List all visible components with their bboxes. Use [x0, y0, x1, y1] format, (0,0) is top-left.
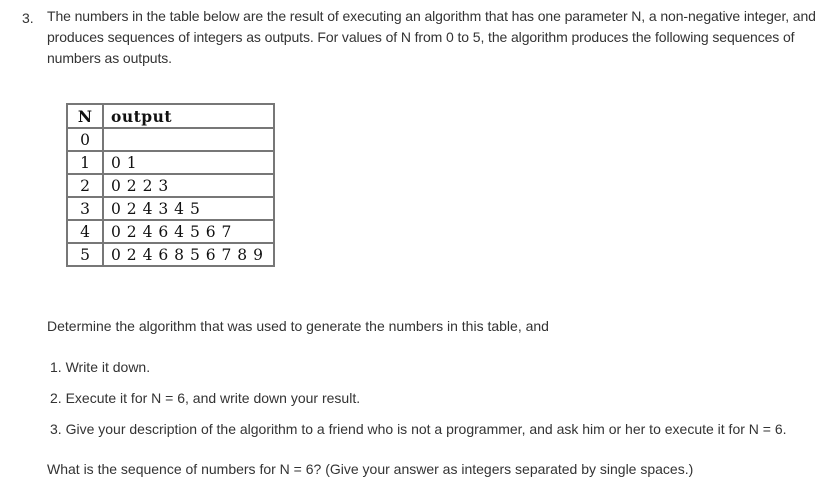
table-row [67, 243, 274, 266]
cell-output: 0 2 4 6 4 5 6 7 [103, 220, 274, 243]
final-prompt: What is the sequence of numbers for N = 6? (Give your answer as integers separated by single spaces.) [47, 461, 694, 477]
determine-instruction: Determine the algorithm that was used to generate the numbers in this table, and [47, 318, 549, 334]
cell-n: 1 [67, 151, 103, 174]
step-item: 2. Execute it for N = 6, and write down your result. [50, 390, 361, 406]
step-item: 1. Write it down. [50, 359, 151, 375]
cell-output: 0 2 4 6 8 5 6 7 8 9 [103, 243, 274, 266]
cell-n: 0 [67, 128, 103, 151]
sequence-table [66, 103, 275, 267]
header-output: output [103, 104, 274, 128]
question-intro: The numbers in the table below are the result of executing an algorithm that has one parameter N, a non-negative integer, and produces sequences of integers as outputs. For values of N from 0 to 5, the algorithm produces the following sequences of numbers as outputs. [47, 8, 816, 66]
cell-output [103, 128, 274, 151]
table-row [67, 174, 274, 197]
cell-n: 4 [67, 220, 103, 243]
cell-output: 0 2 2 3 [103, 174, 274, 197]
cell-output: 0 2 4 3 4 5 [103, 197, 274, 220]
cell-n: 5 [67, 243, 103, 266]
table-row [67, 220, 274, 243]
table-row [67, 151, 274, 174]
table-row [67, 197, 274, 220]
header-n: N [67, 104, 103, 128]
cell-n: 3 [67, 197, 103, 220]
table-header-row [67, 104, 274, 128]
question-number: 3. [22, 10, 34, 26]
cell-n: 2 [67, 174, 103, 197]
table-row [67, 128, 274, 151]
cell-output: 0 1 [103, 151, 274, 174]
step-item: 3. Give your description of the algorithm to a friend who is not a programmer, and ask him or her to execute it for N = 6. [50, 421, 787, 437]
